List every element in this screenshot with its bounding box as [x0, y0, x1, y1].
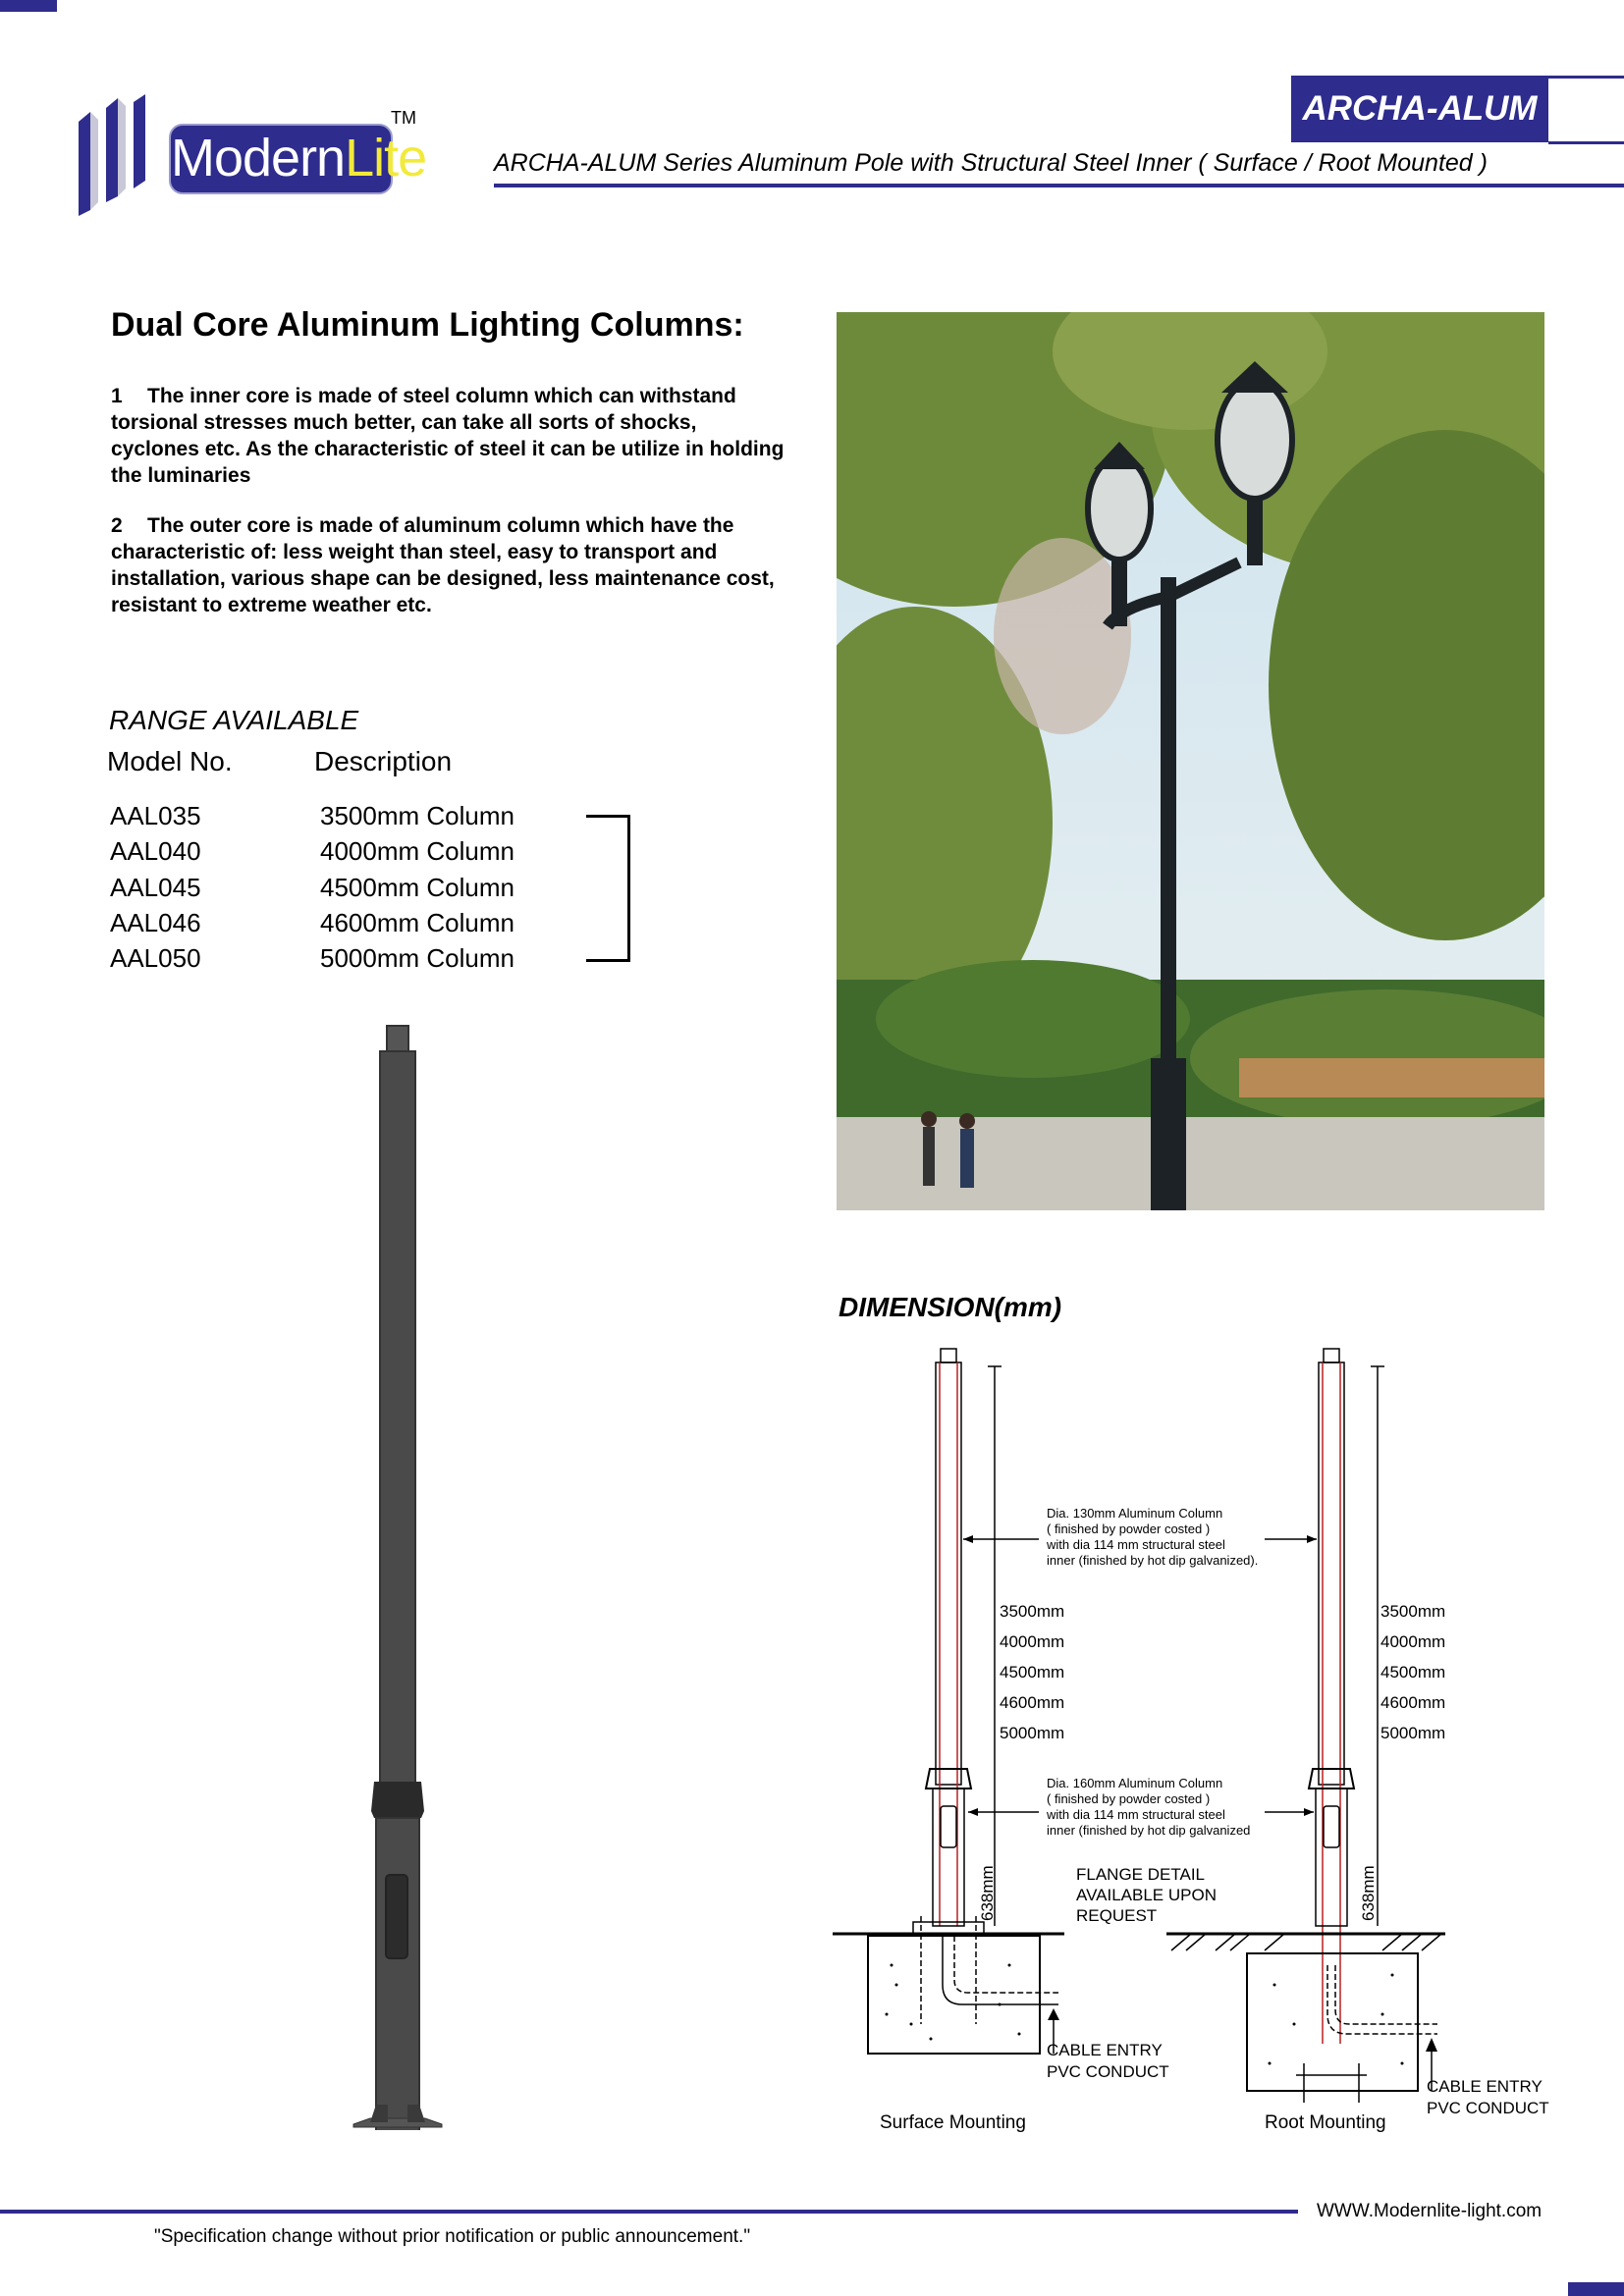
header-rule	[494, 184, 1624, 187]
point-number: 2	[111, 514, 123, 537]
surface-pole	[926, 1349, 1001, 1926]
surface-mounting-label: Surface Mounting	[880, 2112, 1026, 2133]
lower-note-line: with dia 114 mm structural steel	[1047, 1807, 1225, 1822]
upper-note-line: inner (finished by hot dip galvanized).	[1047, 1553, 1259, 1568]
logo-wordmark	[169, 124, 427, 194]
point-text: The inner core is made of steel column which can withstand torsional stresses much better, can take all sorts of shocks, cyclones etc. As the characteristic of steel it can be utilize in holding the luminaries	[111, 385, 785, 487]
lower-note-line: Dia. 160mm Aluminum Column	[1047, 1776, 1223, 1790]
cable-note-line: PVC CONDUCT	[1047, 2062, 1169, 2081]
model-cell: AAL045	[110, 873, 201, 902]
logo-prefix: Modern	[171, 129, 346, 187]
height-label: 4600mm	[1000, 1693, 1065, 1712]
upper-note-line: Dia. 130mm Aluminum Column	[1047, 1506, 1223, 1521]
upper-note-line: with dia 114 mm structural steel	[1047, 1537, 1225, 1552]
point-text: The outer core is made of aluminum column which have the characteristic of: less weight than steel, easy to transport and installation, various shape can be designed, less maintenance cost, resistant to extreme weather etc.	[111, 514, 775, 616]
dimension-title: DIMENSION(mm)	[839, 1292, 1062, 1322]
cable-note-line: CABLE ENTRY	[1427, 2077, 1543, 2096]
model-cell: AAL035	[110, 801, 201, 830]
height-label: 4600mm	[1380, 1693, 1446, 1712]
height-label: 4000mm	[1000, 1632, 1065, 1651]
trademark: TM	[391, 108, 416, 128]
disclaimer: "Specification change without prior notification or public announcement."	[154, 2226, 751, 2247]
description-cell: 4500mm Column	[320, 873, 514, 902]
height-label: 5000mm	[1380, 1724, 1446, 1742]
badge-rule-bottom	[1548, 141, 1624, 144]
description-cell: 4600mm Column	[320, 908, 514, 937]
dimension-drawing	[833, 1337, 1624, 2152]
column-header-model: Model No.	[107, 746, 233, 776]
cable-note-line: CABLE ENTRY	[1047, 2041, 1163, 2059]
range-title: RANGE AVAILABLE	[109, 705, 359, 735]
model-cell: AAL040	[110, 836, 201, 866]
base-height-label: 638mm	[1359, 1865, 1378, 1921]
feature-point	[111, 383, 788, 489]
pole-illustration	[349, 1021, 447, 2130]
badge-rule-top	[1548, 76, 1624, 79]
flange-note-line: REQUEST	[1076, 1906, 1158, 1925]
root-mounting-label: Root Mounting	[1265, 2112, 1386, 2133]
website-url: WWW.Modernlite-light.com	[1317, 2201, 1543, 2221]
page-subtitle: ARCHA-ALUM Series Aluminum Pole with Structural Steel Inner ( Surface / Root Mounted )	[494, 149, 1488, 177]
flange-note-line: AVAILABLE UPON	[1076, 1886, 1217, 1904]
point-number: 1	[111, 385, 123, 407]
model-cell: AAL046	[110, 908, 201, 937]
product-photo	[837, 312, 1544, 1210]
description-cell: 4000mm Column	[320, 836, 514, 866]
height-label: 5000mm	[1000, 1724, 1065, 1742]
root-pole	[1309, 1349, 1384, 2044]
lower-note-line: ( finished by powder costed )	[1047, 1791, 1211, 1806]
series-badge: ARCHA-ALUM	[1291, 76, 1548, 142]
page-title: Dual Core Aluminum Lighting Columns:	[111, 306, 744, 344]
range-bracket	[586, 815, 630, 962]
model-cell: AAL050	[110, 943, 201, 973]
height-label: 4500mm	[1000, 1663, 1065, 1682]
height-label: 4500mm	[1380, 1663, 1446, 1682]
height-label: 4000mm	[1380, 1632, 1446, 1651]
height-label: 3500mm	[1000, 1602, 1065, 1621]
description-cell: 5000mm Column	[320, 943, 514, 973]
logo-suffix: Lite	[345, 129, 427, 187]
footer-rule	[0, 2210, 1298, 2214]
upper-note-line: ( finished by powder costed )	[1047, 1522, 1211, 1536]
flange-note-line: FLANGE DETAIL	[1076, 1865, 1205, 1884]
base-height-label: 638mm	[978, 1865, 997, 1921]
cable-note-line: PVC CONDUCT	[1427, 2099, 1549, 2117]
corner-accent-top	[0, 0, 57, 12]
feature-point	[111, 512, 788, 618]
description-cell: 3500mm Column	[320, 801, 514, 830]
lower-note-line: inner (finished by hot dip galvanized	[1047, 1823, 1251, 1838]
corner-accent-bottom	[1568, 2282, 1624, 2296]
height-label: 3500mm	[1380, 1602, 1446, 1621]
column-header-description: Description	[314, 746, 453, 776]
